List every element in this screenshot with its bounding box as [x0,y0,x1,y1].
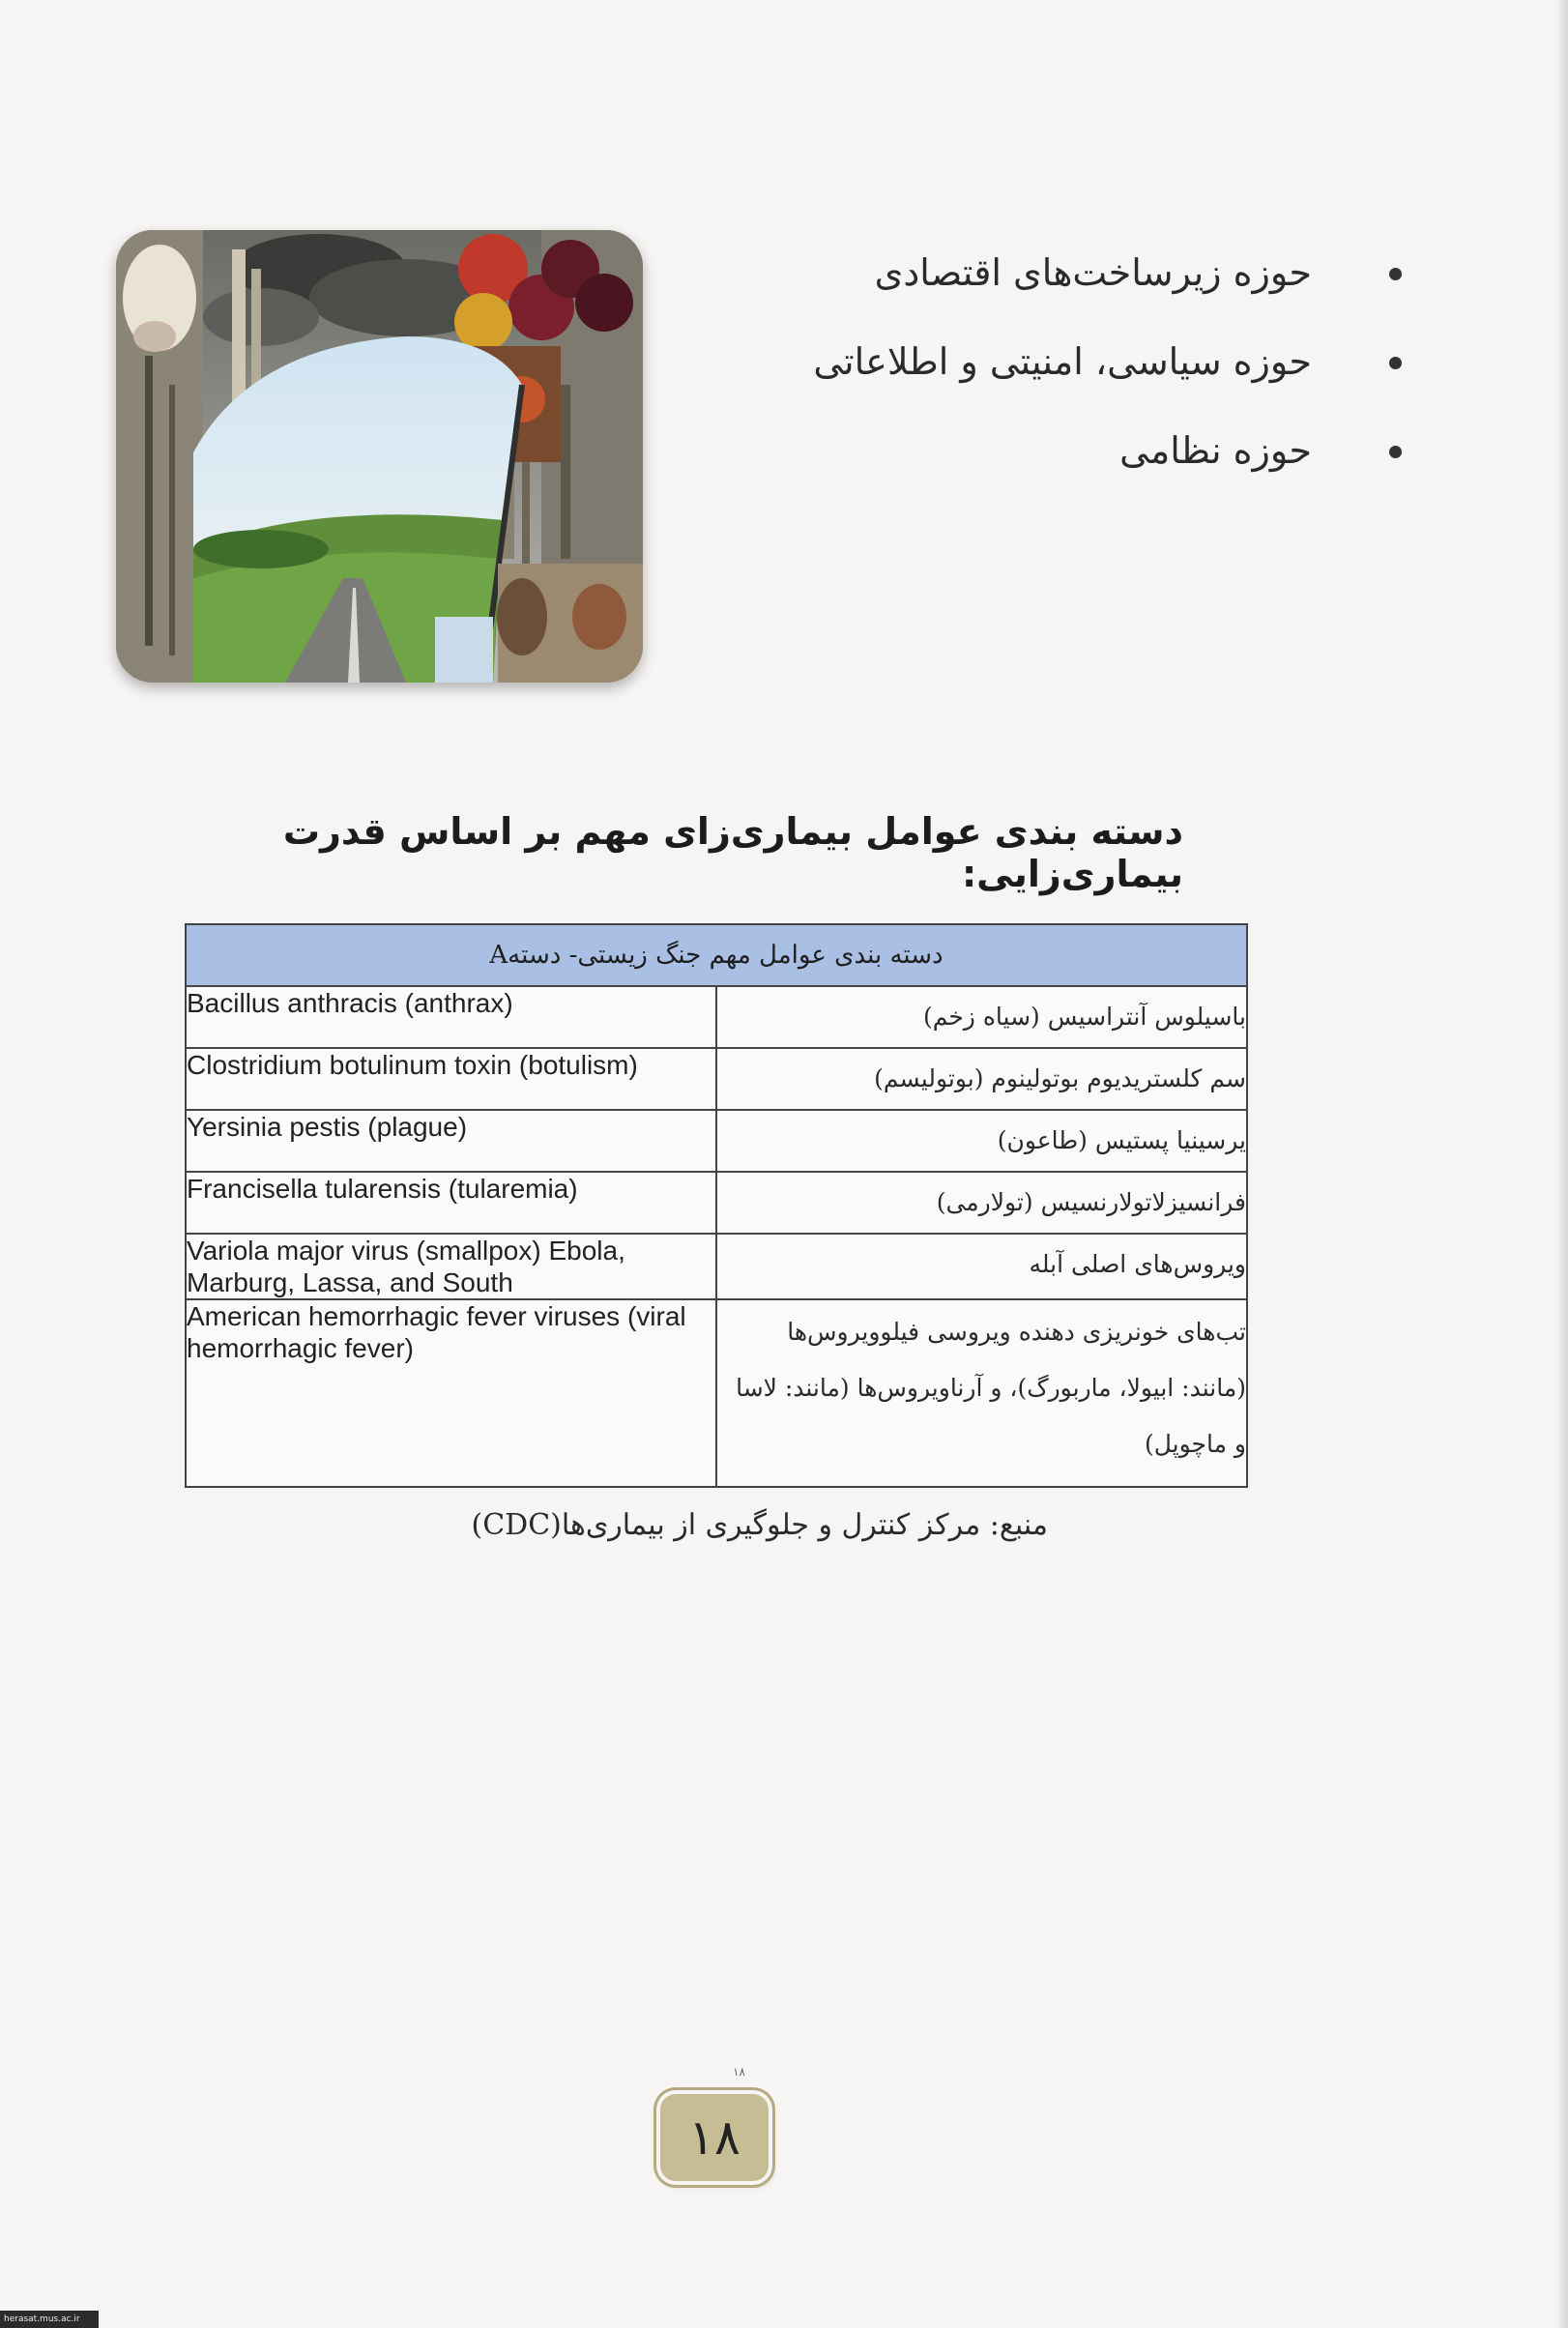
page-edge [1558,0,1568,2328]
table-row [186,1110,1247,1172]
agent-english-name: Bacillus anthracis (anthrax) [186,986,716,1048]
table-header: دسته بندی عوامل مهم جنگ زیستی- دستهA [186,924,1247,986]
footer-watermark-strip [0,2311,99,2328]
agent-english-name: Francisella tularensis (tularemia) [186,1172,716,1234]
category-a-table [185,923,1248,1488]
source-note: منبع: مرکز کنترل و جلوگیری از بیماری‌ها(CDC) [471,1508,1048,1542]
table-row [186,1048,1247,1110]
section-heading: دسته بندی عوامل بیماری‌زای مهم بر اساس قدرت بیماری‌زایی: [282,810,1183,895]
bullet-list [770,228,1312,495]
agent-english-name: Clostridium botulinum toxin (botulism) [186,1048,716,1110]
bullet-item [770,406,1312,495]
agent-english-name: American hemorrhagic fever viruses (viral hemorrhagic fever) [186,1299,716,1487]
agent-persian-name: یرسینیا پستیس (طاعون) [716,1110,1247,1172]
table-row [186,986,1247,1048]
table-row [186,1172,1247,1234]
table-row [186,1234,1247,1299]
bullet-item [770,228,1312,317]
table-row [186,1299,1247,1487]
agent-persian-name: فرانسیزلاتولارنسیس (تولارمی) [716,1172,1247,1234]
bullet-dot-icon [1389,268,1402,280]
footer-text[interactable]: herasat.mus.ac.ir [4,2314,80,2324]
bullet-dot-icon [1389,357,1402,369]
agent-persian-name: سم کلستریدیوم بوتولینوم (بوتولیسم) [716,1048,1247,1110]
agent-english-name: Yersinia pestis (plague) [186,1110,716,1172]
page-mark: ۱۸ [733,2065,745,2079]
collage-image [116,230,643,683]
agent-persian-name: ویروس‌های اصلی آبله [716,1234,1247,1299]
bullet-text: حوزه نظامی [1119,429,1312,472]
bullet-text: حوزه زیرساخت‌های اقتصادی [874,251,1312,294]
page-number: ۱۸ [688,2110,740,2166]
bullet-text: حوزه سیاسی، امنیتی و اطلاعاتی [813,340,1312,383]
bullet-item [770,317,1312,406]
page-number-box [660,2094,769,2181]
bullet-dot-icon [1389,446,1402,458]
agent-english-name: Variola major virus (smallpox) Ebola, Marburg, Lassa, and South [186,1234,716,1299]
agent-persian-name: باسیلوس آنتراسیس (سیاه زخم) [716,986,1247,1048]
agent-persian-name: تب‌های خونریزی دهنده ویروسی فیلوویروس‌ها (مانند: ابیولا، ماربورگ)، و آرناویروس‌ها (مانند: لاسا و ماچوپل) [716,1299,1247,1487]
